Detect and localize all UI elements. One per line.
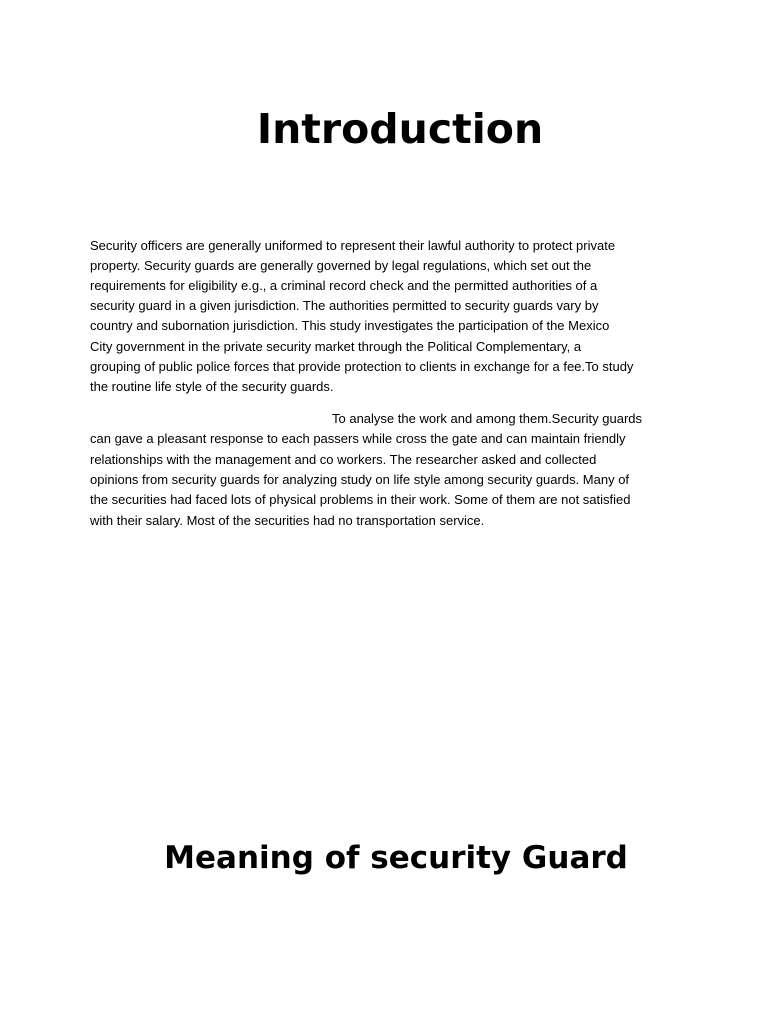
paragraph-line: Security officers are generally uniformed to represent their lawful authority to protect private: [90, 238, 616, 253]
paragraph-line: can gave a pleasant response to each passers while cross the gate and can maintain friendly: [90, 431, 626, 446]
paragraph-line: the routine life style of the security guards.: [90, 379, 334, 394]
paragraph-line: the securities had faced lots of physical problems in their work. Some of them are not satisfied: [90, 492, 631, 507]
paragraph-line: grouping of public police forces that provide protection to clients in exchange for a fee.To study: [90, 359, 634, 374]
paragraph-line: requirements for eligibility e.g., a criminal record check and the permitted authorities of a: [90, 278, 598, 293]
paragraph-line: City government in the private security market through the Political Complementary, a: [90, 339, 582, 354]
paragraph-line: with their salary. Most of the securities had no transportation service.: [90, 513, 485, 528]
meaning-heading: Meaning of security Guard: [164, 840, 628, 876]
paragraph-line: country and subornation jurisdiction. This study investigates the participation of the Mexico: [90, 318, 610, 333]
introduction-heading: Introduction: [256, 105, 544, 153]
paragraph-line: opinions from security guards for analyzing study on life style among security guards. Many of: [90, 472, 630, 487]
paragraph-line: property. Security guards are generally governed by legal regulations, which set out the: [90, 258, 592, 273]
paragraph-line: To analyse the work and among them.Security guards: [332, 411, 643, 426]
paragraph-line: relationships with the management and co workers. The researcher asked and collected: [90, 452, 597, 467]
paragraph-line: security guard in a given jurisdiction. The authorities permitted to security guards vary by: [90, 298, 599, 313]
